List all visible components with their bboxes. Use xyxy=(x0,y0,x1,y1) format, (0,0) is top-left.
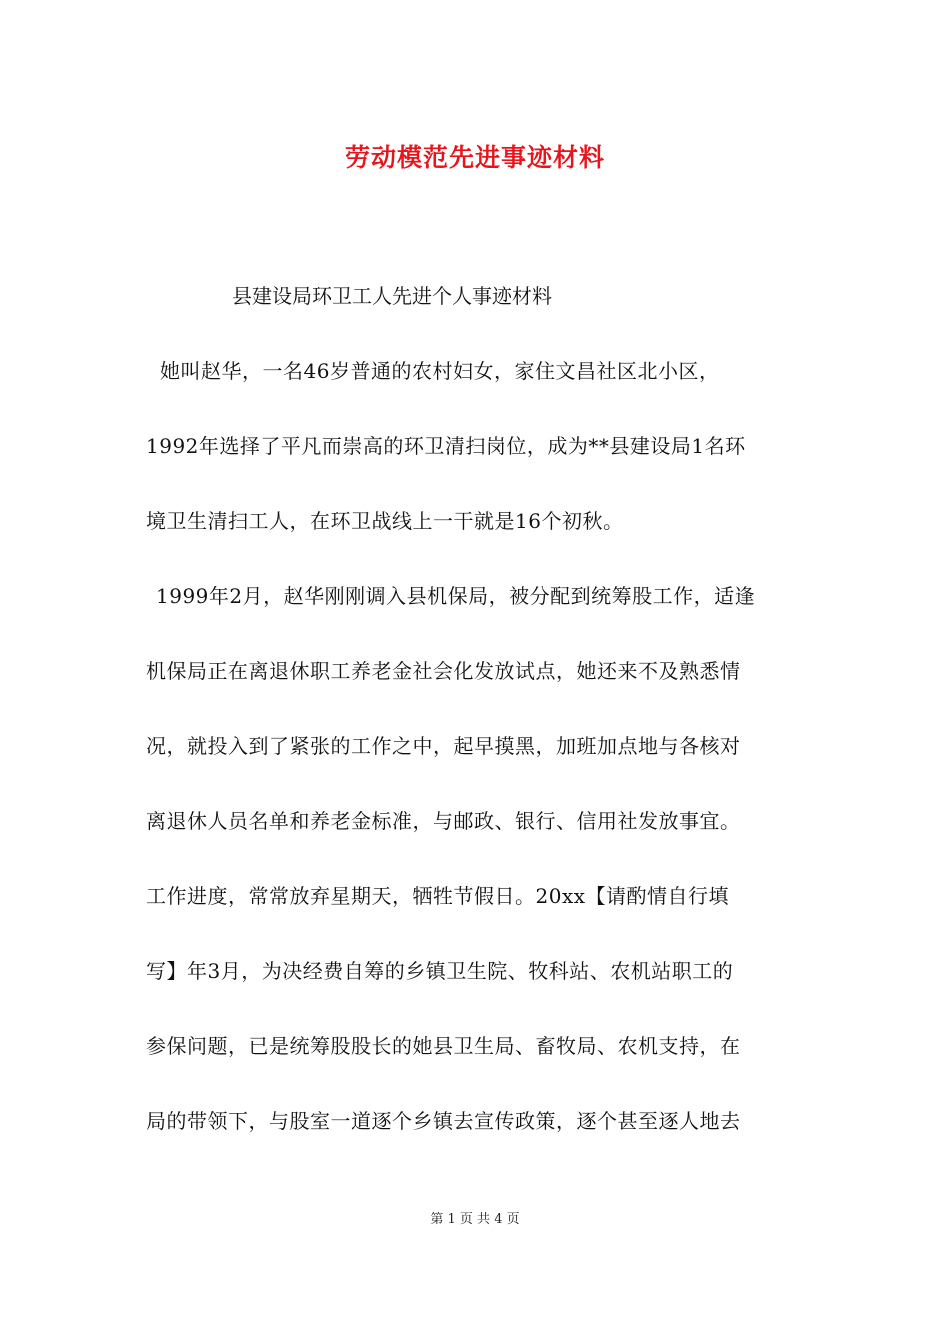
body-line: 离退休人员名单和养老金标准，与邮政、银行、信用社发放事宜。 xyxy=(146,809,741,833)
page-number-footer: 第 1 页 共 4 页 xyxy=(430,1212,520,1227)
body-line: 局的带领下，与股室一道逐个乡镇去宣传政策，逐个甚至逐人地去 xyxy=(146,1109,741,1133)
body-line: 机保局正在离退休职工养老金社会化发放试点，她还来不及熟悉情 xyxy=(146,659,741,683)
body-line: 参保问题，已是统筹股股长的她县卫生局、畜牧局、农机支持，在 xyxy=(146,1034,741,1058)
document-subtitle: 县建设局环卫工人先进个人事迹材料 xyxy=(232,284,552,308)
body-line: 工作进度，常常放弃星期天，牺牲节假日。20xx【请酌情自行填 xyxy=(146,884,730,908)
body-line: 境卫生清扫工人，在环卫战线上一干就是16个初秋。 xyxy=(146,509,624,533)
body-line: 1992年选择了平凡而崇高的环卫清扫岗位，成为**县建设局1名环 xyxy=(146,434,746,458)
body-line: 1999年2月，赵华刚刚调入县机保局，被分配到统筹股工作，适逢 xyxy=(156,584,756,608)
body-line: 她叫赵华，一名46岁普通的农村妇女，家住文昌社区北小区， xyxy=(160,359,720,383)
body-line: 写】年3月，为决经费自筹的乡镇卫生院、牧科站、农机站职工的 xyxy=(146,959,734,983)
body-line: 况，就投入到了紧张的工作之中，起早摸黑，加班加点地与各核对 xyxy=(146,734,741,758)
document-title: 劳动模范先进事迹材料 xyxy=(344,143,605,172)
